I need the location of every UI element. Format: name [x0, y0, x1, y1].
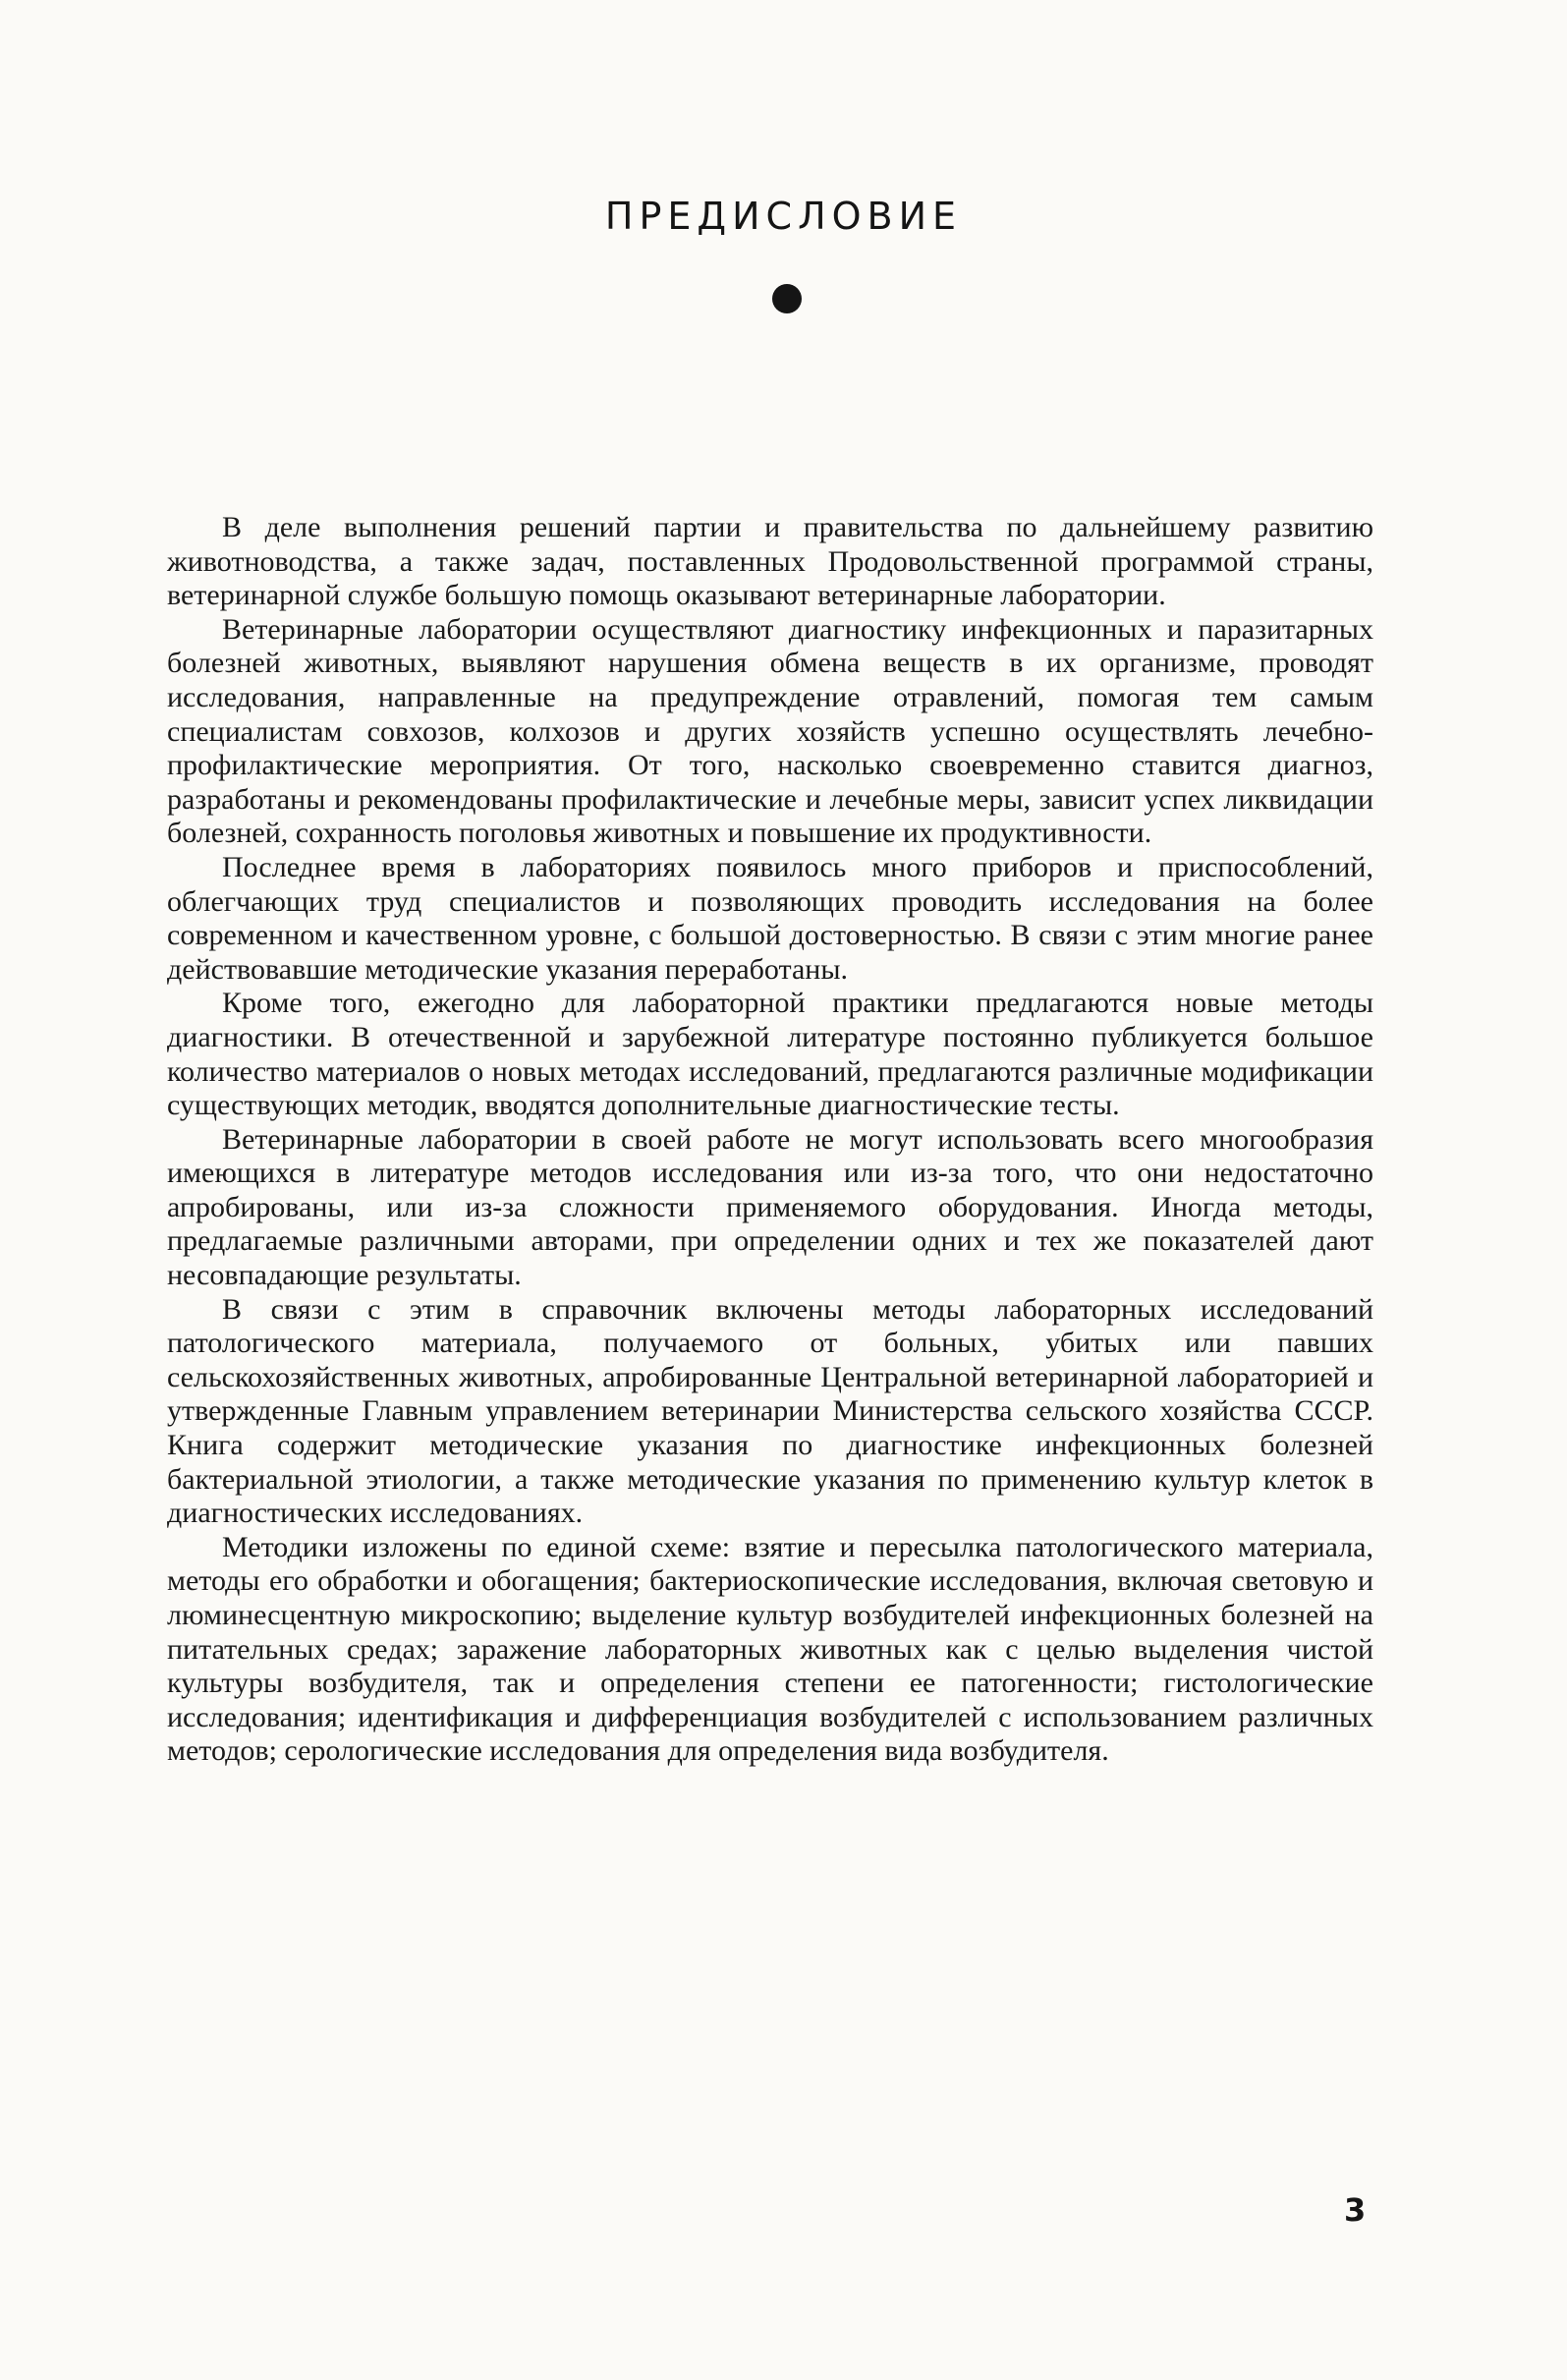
page-title: ПРЕДИСЛОВИЕ [604, 195, 963, 238]
paragraph-7: Методики изложены по единой схеме: взятие и пересылка патологического материала, методы его обработки и обогащения; бактериоскопические исследования, включая световую и люминесцентную микроскопию; выделение культур возбудителей инфекционных болезней на питательных средах; заражение лабораторных животных как с целью выделения чистой культуры возбудителя, так и определения степени ее патогенности; гистологические исследования; идентификация и дифференциация возбудителей с использованием различных методов; серологические исследования для определения вида возбудителя. [167, 1530, 1373, 1768]
page-number: 3 [1344, 2191, 1367, 2229]
paragraph-4: Кроме того, ежегодно для лабораторной практики предлагаются новые методы диагностики. В отечественной и зарубежной литературе постоянно публикуется большое количество материалов о новых методах исследований, предлагаются различные модификации существующих методик, вводятся дополнительные диагностические тесты. [167, 987, 1373, 1122]
title-ornament-dot [772, 284, 802, 313]
preface-body [167, 511, 1373, 1769]
paragraph-5: Ветеринарные лаборатории в своей работе не могут использовать всего многообразия имеющихся в литературе методов исследования или из-за того, что они недостаточно апробированы, или из-за сложности применяемого оборудования. Иногда методы, предлагаемые различными авторами, при определении одних и тех же показателей дают несовпадающие результаты. [167, 1122, 1373, 1292]
paragraph-3: Последнее время в лабораториях появилось много приборов и приспособлений, облегчающих труд специалистов и позволяющих проводить исследования на более современном и качественном уровне, с большой достоверностью. В связи с этим многие ранее действовавшие методические указания переработаны. [167, 850, 1373, 986]
paragraph-6: В связи с этим в справочник включены методы лабораторных исследований патологического материала, получаемого от больных, убитых или павших сельскохозяйственных животных, апробированные Центральной ветеринарной лабораторией и утвержденные Главным управлением ветеринарии Министерства сельского хозяйства СССР. Книга содержит методические указания по диагностике инфекционных болезней бактериальной этиологии, а также методические указания по применению культур клеток в диагностических исследованиях. [167, 1292, 1373, 1530]
paragraph-2: Ветеринарные лаборатории осуществляют диагностику инфекционных и паразитарных болезней животных, выявляют нарушения обмена веществ в их организме, проводят исследования, направленные на предупреждение отравлений, помогая тем самым специалистам совхозов, колхозов и других хозяйств успешно осуществлять лечебно-профилактические мероприятия. От того, насколько своевременно ставится диагноз, разработаны и рекомендованы профилактические и лечебные меры, зависит успех ликвидации болезней, сохранность поголовья животных и повышение их продуктивности. [167, 612, 1373, 850]
paragraph-1: В деле выполнения решений партии и правительства по дальнейшему развитию животноводства, а также задач, поставленных Продовольственной программой страны, ветеринарной службе большую помощь оказывают ветеринарные лаборатории. [167, 511, 1373, 612]
